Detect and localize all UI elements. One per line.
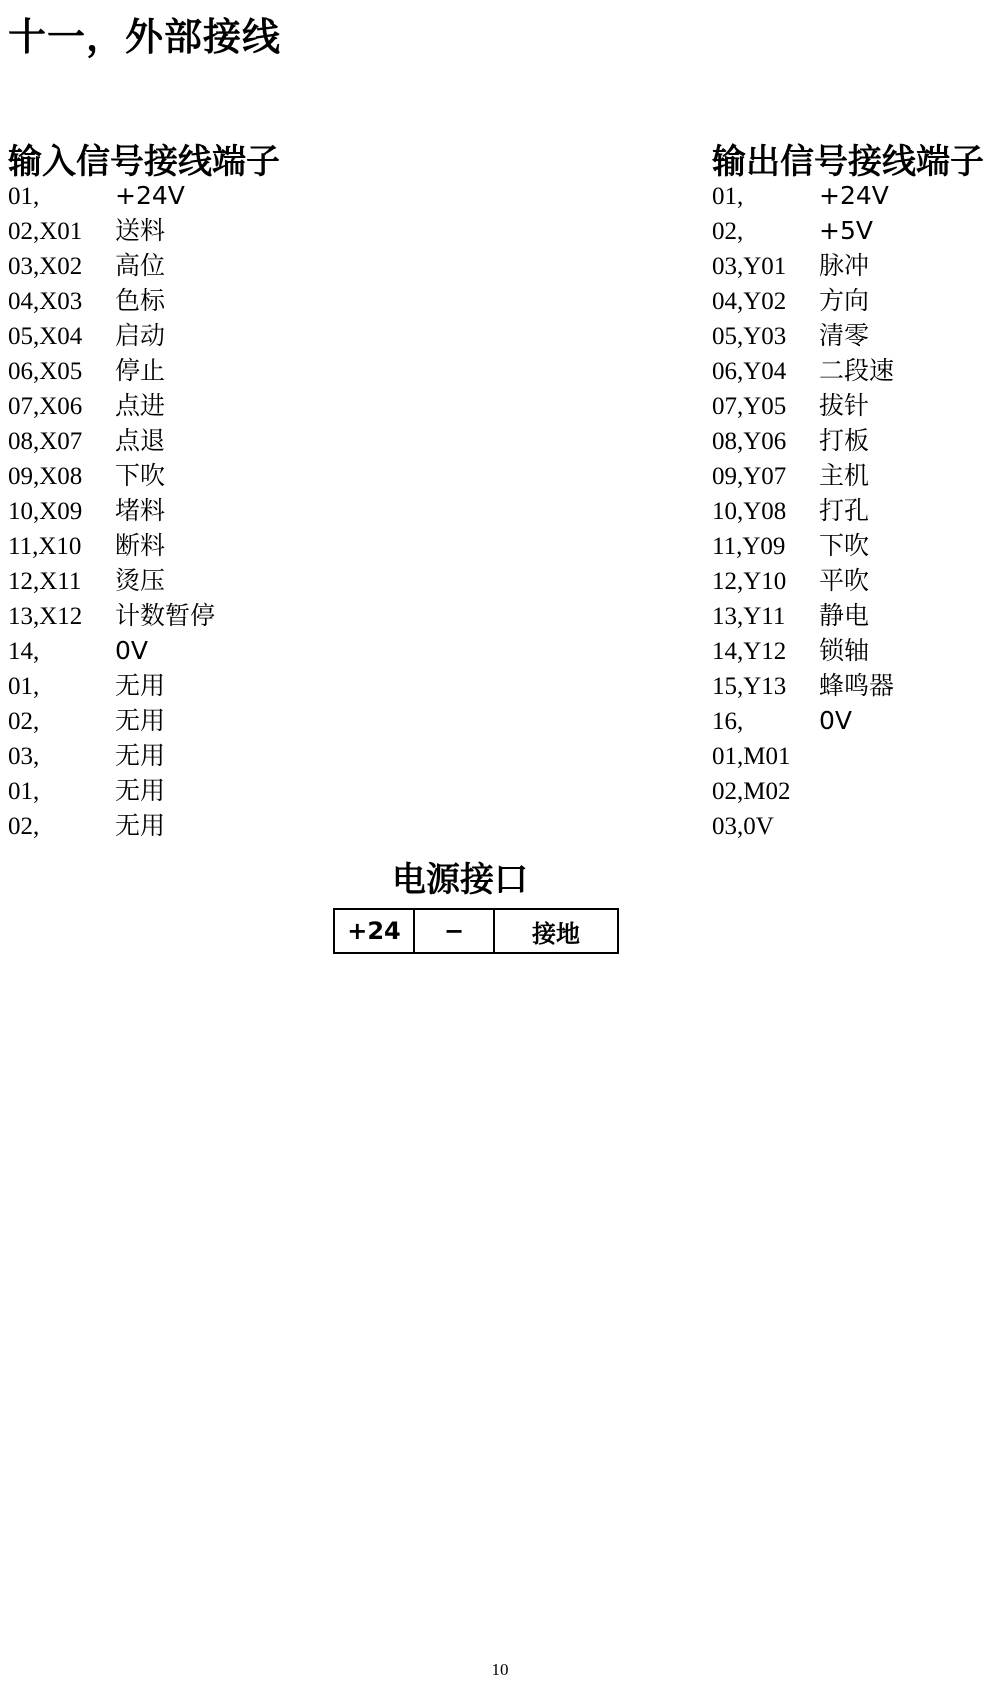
terminal-code: 13,Y11 xyxy=(712,603,786,630)
terminal-label: 停止 xyxy=(115,356,166,385)
input-terminal-item xyxy=(8,213,215,248)
terminal-label: 点退 xyxy=(115,426,166,455)
terminal-code: 02,X01 xyxy=(8,218,83,245)
terminal-code: 10,Y08 xyxy=(712,498,787,525)
terminal-code: 03,Y01 xyxy=(712,253,787,280)
output-terminal-item xyxy=(712,528,894,563)
power-cell-minus: − xyxy=(414,909,494,953)
input-terminal-item xyxy=(8,738,215,773)
terminal-label: 平吹 xyxy=(819,566,870,595)
terminal-label: +24V xyxy=(115,181,185,210)
input-terminal-item xyxy=(8,248,215,283)
terminal-label: 点进 xyxy=(115,391,166,420)
terminal-label: 色标 xyxy=(115,286,166,315)
output-terminal-item xyxy=(712,493,894,528)
terminal-code: 09,X08 xyxy=(8,463,83,490)
input-terminal-item xyxy=(8,633,215,668)
terminal-label: 无用 xyxy=(115,811,166,840)
output-terminal-item xyxy=(712,738,894,773)
terminal-code: 14, xyxy=(8,638,40,665)
terminal-code: 02, xyxy=(8,813,40,840)
terminal-label: 无用 xyxy=(115,741,166,770)
terminal-label: 打孔 xyxy=(819,496,870,525)
terminal-code: 02,M02 xyxy=(712,778,791,805)
terminal-label: 高位 xyxy=(115,251,166,280)
terminal-label: 启动 xyxy=(115,321,166,350)
terminal-code: 03, xyxy=(8,743,40,770)
output-terminal-item xyxy=(712,213,894,248)
output-terminal-item xyxy=(712,808,894,843)
output-terminal-list xyxy=(712,178,894,843)
input-terminals-title: 输入信号接线端子 xyxy=(8,142,280,182)
terminal-label: 蜂鸣器 xyxy=(819,671,895,700)
output-terminal-item xyxy=(712,283,894,318)
power-cell-plus24: +24 xyxy=(334,909,414,953)
page-title: 十一，外部接线 xyxy=(8,15,282,59)
input-terminal-item xyxy=(8,388,215,423)
terminal-label: 二段速 xyxy=(819,356,895,385)
terminal-code: 13,X12 xyxy=(8,603,83,630)
terminal-code: 06,Y04 xyxy=(712,358,787,385)
power-interface-row xyxy=(334,909,618,953)
terminal-code: 12,Y10 xyxy=(712,568,787,595)
output-terminal-item xyxy=(712,668,894,703)
power-interface-table xyxy=(333,908,619,954)
terminal-label: 无用 xyxy=(115,776,166,805)
input-terminal-item xyxy=(8,808,215,843)
terminal-code: 02, xyxy=(8,708,40,735)
terminal-label: 无用 xyxy=(115,671,166,700)
input-terminal-item xyxy=(8,773,215,808)
terminal-label: 0V xyxy=(115,636,149,665)
terminal-label: +5V xyxy=(819,216,873,245)
terminal-label: 方向 xyxy=(819,286,870,315)
terminal-label: 送料 xyxy=(115,216,166,245)
terminal-code: 01, xyxy=(8,673,40,700)
terminal-label: 打板 xyxy=(819,426,870,455)
terminal-label: 烫压 xyxy=(115,566,166,595)
power-cell-ground: 接地 xyxy=(494,909,618,953)
terminal-label: 静电 xyxy=(819,601,870,630)
input-terminal-item xyxy=(8,563,215,598)
input-terminal-item xyxy=(8,178,215,213)
terminal-label: 脉冲 xyxy=(819,251,870,280)
terminal-label: 主机 xyxy=(819,461,870,490)
terminal-label: 无用 xyxy=(115,706,166,735)
terminal-code: 05,X04 xyxy=(8,323,83,350)
output-terminals-title: 输出信号接线端子 xyxy=(712,142,984,182)
terminal-label: 堵料 xyxy=(115,496,166,525)
output-terminal-item xyxy=(712,773,894,808)
terminal-label: 0V xyxy=(819,706,853,735)
terminal-code: 03,X02 xyxy=(8,253,83,280)
input-terminal-item xyxy=(8,703,215,738)
terminal-code: 07,Y05 xyxy=(712,393,787,420)
input-terminal-item xyxy=(8,458,215,493)
terminal-code: 01,M01 xyxy=(712,743,791,770)
input-terminal-item xyxy=(8,423,215,458)
input-terminal-list xyxy=(8,178,215,843)
output-terminal-item xyxy=(712,388,894,423)
terminal-code: 07,X06 xyxy=(8,393,83,420)
output-terminal-item xyxy=(712,353,894,388)
input-terminal-item xyxy=(8,493,215,528)
input-terminal-item xyxy=(8,668,215,703)
terminal-code: 10,X09 xyxy=(8,498,83,525)
terminal-label: 下吹 xyxy=(115,461,166,490)
input-terminal-item xyxy=(8,598,215,633)
output-terminal-item xyxy=(712,703,894,738)
terminal-code: 04,Y02 xyxy=(712,288,787,315)
output-terminal-item xyxy=(712,248,894,283)
page-number: 10 xyxy=(491,1660,509,1679)
terminal-code: 15,Y13 xyxy=(712,673,787,700)
terminal-code: 11,Y09 xyxy=(712,533,786,560)
terminal-label: 断料 xyxy=(115,531,166,560)
terminal-label: 拔针 xyxy=(819,391,870,420)
terminal-code: 09,Y07 xyxy=(712,463,787,490)
terminal-code: 01, xyxy=(712,183,744,210)
output-terminal-item xyxy=(712,423,894,458)
terminal-code: 02, xyxy=(712,218,744,245)
input-terminal-item xyxy=(8,528,215,563)
terminal-label: 锁轴 xyxy=(819,636,870,665)
terminal-code: 08,Y06 xyxy=(712,428,787,455)
terminal-code: 01, xyxy=(8,778,40,805)
output-terminal-item xyxy=(712,563,894,598)
input-terminal-item xyxy=(8,283,215,318)
terminal-code: 16, xyxy=(712,708,744,735)
power-interface-title: 电源接口 xyxy=(392,860,528,900)
terminal-code: 04,X03 xyxy=(8,288,83,315)
terminal-label: 下吹 xyxy=(819,531,870,560)
terminal-label: 计数暂停 xyxy=(115,601,216,630)
terminal-code: 12,X11 xyxy=(8,568,82,595)
terminal-code: 14,Y12 xyxy=(712,638,787,665)
output-terminal-item xyxy=(712,178,894,213)
terminal-code: 05,Y03 xyxy=(712,323,787,350)
terminal-code: 03,0V xyxy=(712,813,774,840)
input-terminal-item xyxy=(8,318,215,353)
output-terminal-item xyxy=(712,318,894,353)
terminal-code: 11,X10 xyxy=(8,533,82,560)
output-terminal-item xyxy=(712,633,894,668)
terminal-label: 清零 xyxy=(819,321,870,350)
terminal-label: +24V xyxy=(819,181,889,210)
terminal-code: 06,X05 xyxy=(8,358,83,385)
terminal-code: 08,X07 xyxy=(8,428,83,455)
output-terminal-item xyxy=(712,598,894,633)
terminal-code: 01, xyxy=(8,183,40,210)
input-terminal-item xyxy=(8,353,215,388)
output-terminal-item xyxy=(712,458,894,493)
